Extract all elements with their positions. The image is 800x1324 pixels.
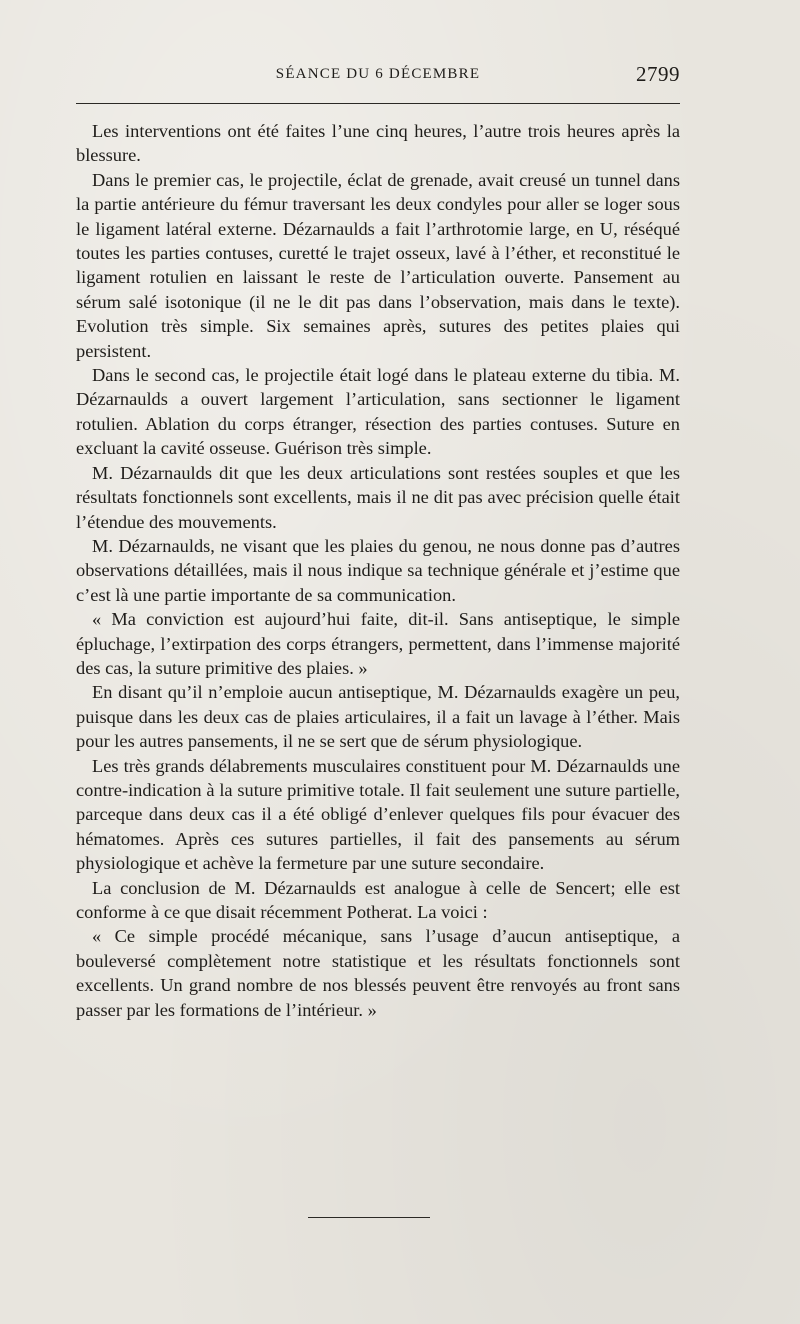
paragraph-9: La conclusion de M. Dézarnaulds est analogue à celle de Sencert; elle est conforme à ce que disait récemment Potherat. La voici : bbox=[76, 877, 680, 922]
paragraph-2: Dans le premier cas, le projectile, éclat de grenade, avait creusé un tunnel dans la partie antérieure du fémur traversant les deux condyles pour aller se loger sous le ligament latéral externe. Dézarnaulds a fait l’arthrotomie large, en U, réséqué toutes les parties contuses, curetté le trajet osseux, lavé à l’éther, et reconstitué le ligament rotulien en laissant le reste de l’articulation ouverte. Pansement au sérum salé isotonique (il ne le dit pas dans l’observation, mais dans le texte). Evolution très simple. Six semaines après, sutures des petites plaies qui persistent. bbox=[76, 169, 680, 361]
running-header bbox=[76, 60, 680, 90]
paragraph-8: Les très grands délabrements musculaires constituent pour M. Dézarnaulds une contre-indication à la suture primitive totale. Il fait seulement une suture partielle, parceque dans deux cas il a été obligé d’enlever quelques fils pour évacuer des hématomes. Après ces sutures partielles, il fait des pansements au sérum physiologique et achève la fermeture par une suture secondaire. bbox=[76, 755, 680, 874]
paragraph-4: M. Dézarnaulds dit que les deux articulations sont restées souples et que les résultats fonctionnels sont excellents, mais il ne dit pas avec précision quelle était l’étendue des mouvements. bbox=[76, 462, 680, 532]
body-text bbox=[76, 119, 680, 1022]
paragraph-5: M. Dézarnaulds, ne visant que les plaies du genou, ne nous donne pas d’autres observations détaillées, mais il nous indique sa technique générale et j’estime que c’est là une partie importante de sa communication. bbox=[76, 535, 680, 605]
paragraph-10: « Ce simple procédé mécanique, sans l’usage d’aucun antiseptique, a bouleversé complètement notre statistique et les résultats fonctionnels sont excellents. Un grand nombre de nos blessés peuvent être renvoyés au front sans passer par les formations de l’intérieur. » bbox=[76, 926, 680, 1020]
header-rule bbox=[76, 103, 680, 104]
page-number: 2799 bbox=[636, 62, 680, 86]
paragraph-6: « Ma conviction est aujourd’hui faite, dit-il. Sans antiseptique, le simple épluchage, l’extirpation des corps étrangers, permettent, dans l’immense majorité des cas, la suture primitive des plaies. » bbox=[76, 609, 680, 678]
paragraph-1: Les interventions ont été faites l’une cinq heures, l’autre trois heures après la blessure. bbox=[76, 121, 680, 166]
running-title: SÉANCE DU 6 DÉCEMBRE bbox=[275, 66, 481, 82]
paragraph-7: En disant qu’il n’emploie aucun antiseptique, M. Dézarnaulds exagère un peu, puisque dans les deux cas de plaies articulaires, il a fait un lavage à l’éther. Mais pour les autres pansements, il ne se sert que de sérum physiologique. bbox=[76, 682, 680, 752]
paragraph-3: Dans le second cas, le projectile était logé dans le plateau externe du tibia. M. Dézarnaulds a ouvert largement l’articulation, sans sectionner le ligament rotulien. Ablation du corps étranger, résection des parties contuses. Suture en excluant la cavité osseuse. Guérison très simple. bbox=[76, 365, 680, 459]
section-end-rule bbox=[308, 1217, 430, 1218]
